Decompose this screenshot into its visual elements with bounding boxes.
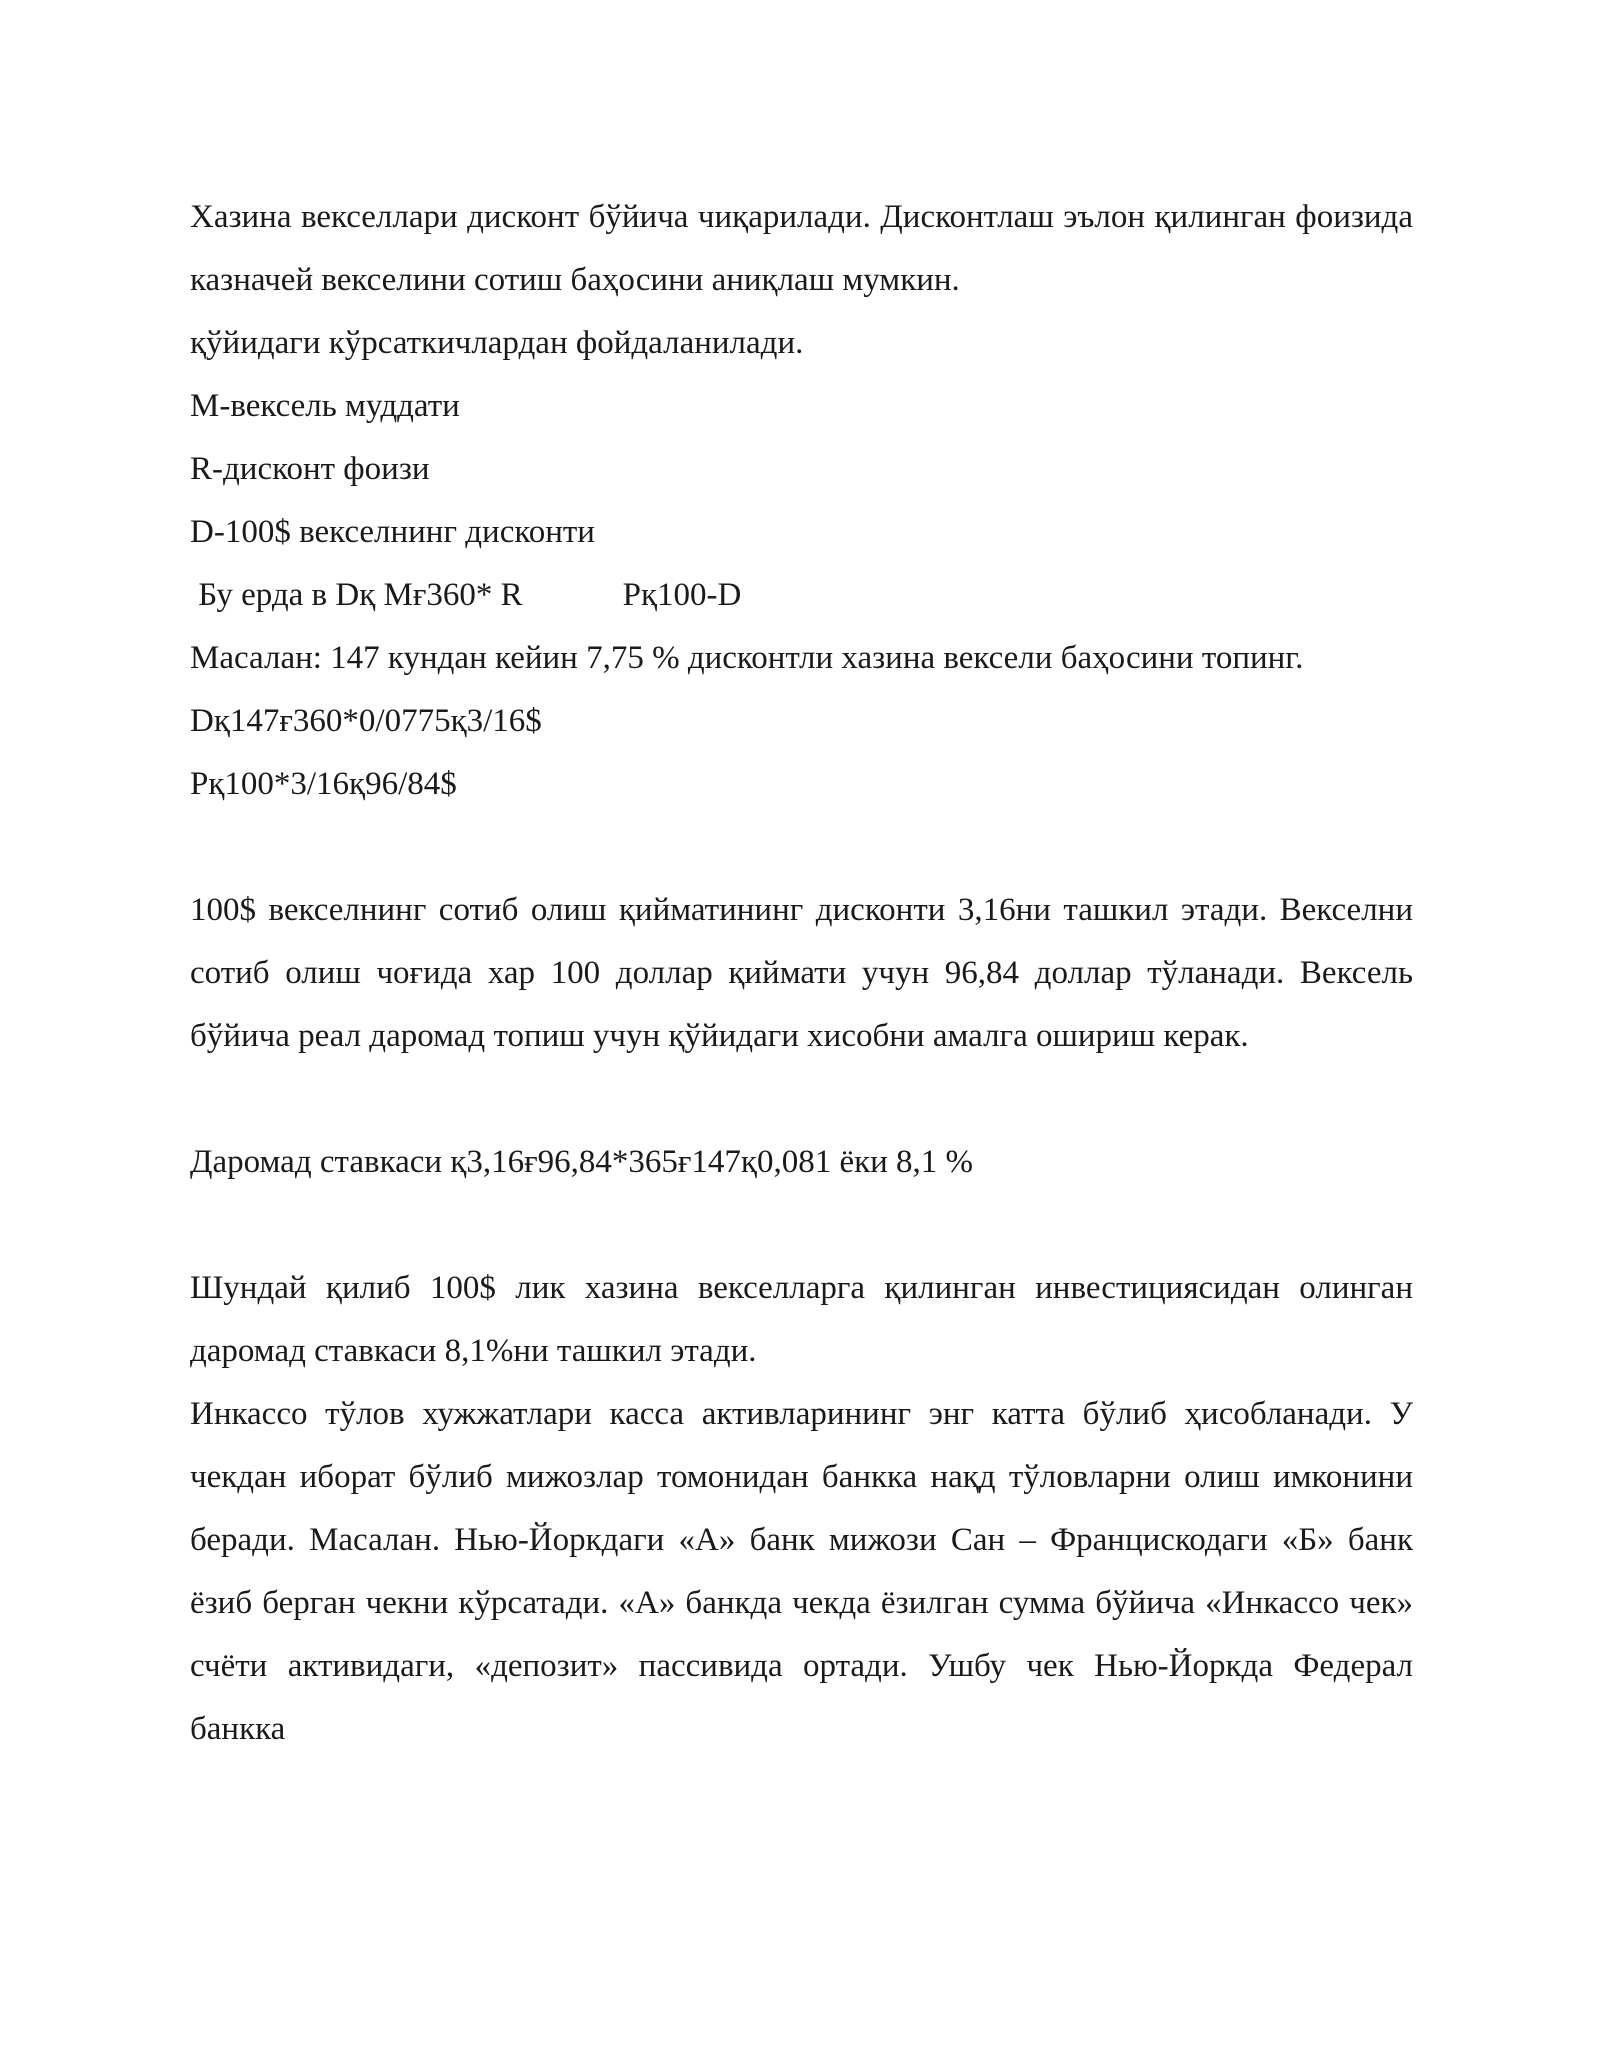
example-paragraph: Масалан: 147 кундан кейин 7,75 % дисконтли хазина вексели баҳосини топинг. — [190, 640, 1304, 676]
formula-discount: Бу ерда в Dқ Mғ360* R — [190, 577, 523, 613]
formula-line — [190, 564, 1413, 627]
rate-r-line: R-дисконт фоизи — [190, 451, 430, 487]
term-m-line: М-вексель муддати — [190, 388, 460, 424]
calc-price-line: Рқ100*3/16қ96/84$ — [190, 766, 457, 802]
blank-line — [190, 1194, 1413, 1257]
blank-line — [190, 1068, 1413, 1131]
incasso-paragraph: Инкассо тўлов хужжатлари касса активларининг энг катта бўлиб ҳисобланади. У чекдан иборат бўлиб мижозлар томонидан банкка нақд тўловларни олиш имконини беради. Масалан. Нью-Йоркдаги «А» банк мижози Сан – Францискодаги «Б» банк ёзиб берган чекни кўрсатади. «А» банкда чекда ёзилган сумма бўйича «Инкассо чек» счёти активидаги, «депозит» пассивида ортади. Ушбу чек Нью-Йоркда Федерал банкка — [190, 1396, 1413, 1747]
discount-d-line: D-100$ векселнинг дисконти — [190, 514, 595, 550]
intro-paragraph: Хазина векселлари дисконт бўйича чиқарилади. Дисконтлаш эълон қилинган фоизида казначей векселини сотиш баҳосини аниқлаш мумкин. — [190, 199, 1413, 298]
blank-line — [190, 816, 1413, 879]
discount-paragraph: 100$ векселнинг сотиб олиш қийматининг дисконти 3,16ни ташкил этади. Векселни сотиб олиш чоғида хар 100 доллар қиймати учун 96,84 доллар тўланади. Вексель бўйича реал даромад топиш учун қўйидаги хисобни амалга ошириш керак. — [190, 892, 1413, 1054]
calc-discount-line: Dқ147ғ360*0/0775қ3/16$ — [190, 703, 542, 739]
conclusion-paragraph: Шундай қилиб 100$ лик хазина векселларга қилинган инвестициясидан олинган даромад ставкаси 8,1%ни ташкил этади. — [190, 1270, 1413, 1369]
indicators-line: қўйидаги кўрсаткичлардан фойдаланилади. — [190, 325, 804, 361]
formula-price: Рқ100-D — [622, 577, 742, 613]
document-page — [190, 186, 1413, 1761]
yield-line: Даромад ставкаси қ3,16ғ96,84*365ғ147қ0,081 ёки 8,1 % — [190, 1144, 974, 1180]
